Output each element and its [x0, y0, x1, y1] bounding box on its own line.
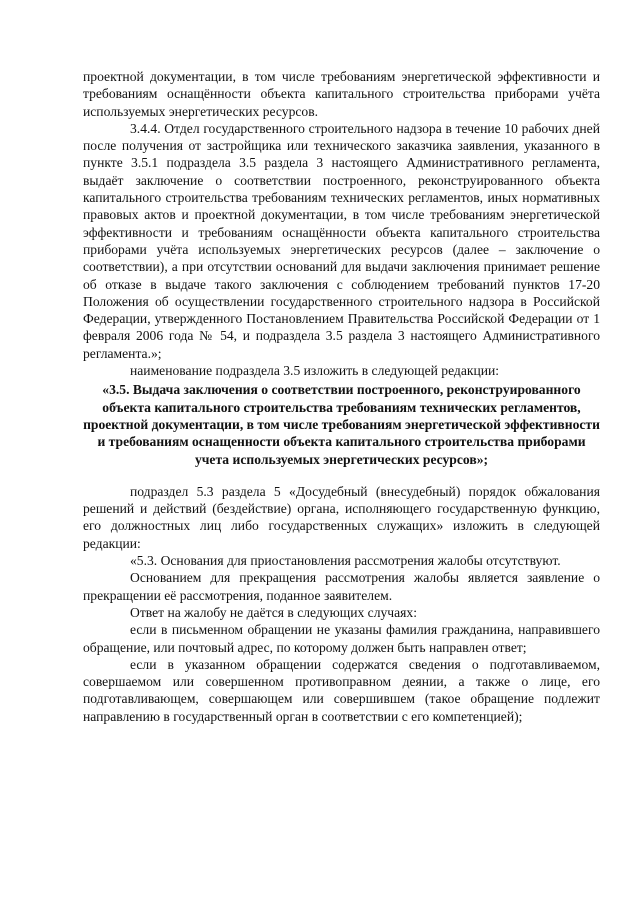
section-heading-3-5: «3.5. Выдача заключения о соответствии построенного, реконструированного объекта капитального строительства требованиям технических регламентов, проектной документации, в том числе требованиям энергетической эффективности и требованиям оснащенности объекта капитального строительства приборами учета используемых энергетических ресурсов»;	[83, 382, 600, 467]
document-body	[83, 68, 600, 725]
paragraph-continuation: проектной документации, в том числе требованиям энергетической эффективности и требованиям оснащённости объекта капитального строительства приборами учёта используемых энергетических ресурсов.	[83, 69, 600, 119]
paragraph-5-3: «5.3. Основания для приостановления рассмотрения жалобы отсутствуют.	[130, 553, 561, 569]
paragraph-termination-grounds: Основанием для прекращения рассмотрения жалобы является заявление о прекращении её рассмотрения, поданное заявителем.	[83, 570, 600, 603]
paragraph-subsection-5-3-instruction: подраздел 5.3 раздела 5 «Досудебный (внесудебный) порядок обжалования решений и действий (бездействие) органа, исполняющего государственную функцию, его должностных лиц либо государственных служащих» изложить в следующей редакции:	[83, 483, 600, 551]
paragraph-3-4-4: 3.4.4. Отдел государственного строительного надзора в течение 10 рабочих дней после получения от застройщика или технического заказчика заявления, указанного в пункте 3.5.1 подраздела 3.5 раздела 3 настоящего Административного регламента, выдаёт заключение о соответствии построенного, реконструированного объекта капитального строительства требованиям технических регламентов, иных нормативных правовых актов и проектной документации, в том числе требованиям энергетической эффективности и требованиям оснащённости объекта капитального строительства приборами учёта используемых энергетических ресурсов (далее – заключение о соответствии), а при отсутствии оснований для выдачи заключения принимает решение об отказе в выдаче такого заключения с соблюдением требований пунктов 17-20 Положения об осуществлении государственного строительного надзора в Российской Федерации, утвержденного Постановлением Правительства Российской Федерации от 1 февраля 2006 года № 54, и подраздела 3.5 раздела 3 настоящего Административного регламента.»;	[83, 120, 600, 361]
paragraph-case-unlawful-act: если в указанном обращении содержатся сведения о подготавливаемом, совершаемом или совершенном противоправном деянии, а также о лице, его подготавливающем, совершающем или совершившем (такое обращение подлежит направлению в государственный орган в соответствии с его компетенцией);	[83, 656, 600, 724]
paragraph-no-response-cases: Ответ на жалобу не даётся в следующих случаях:	[130, 604, 417, 620]
paragraph-subsection-title-instruction: наименование подраздела 3.5 изложить в следующей редакции:	[130, 363, 500, 379]
paragraph-case-missing-name: если в письменном обращении не указаны фамилия гражданина, направившего обращение, или почтовый адрес, по которому должен быть направлен ответ;	[83, 622, 600, 655]
